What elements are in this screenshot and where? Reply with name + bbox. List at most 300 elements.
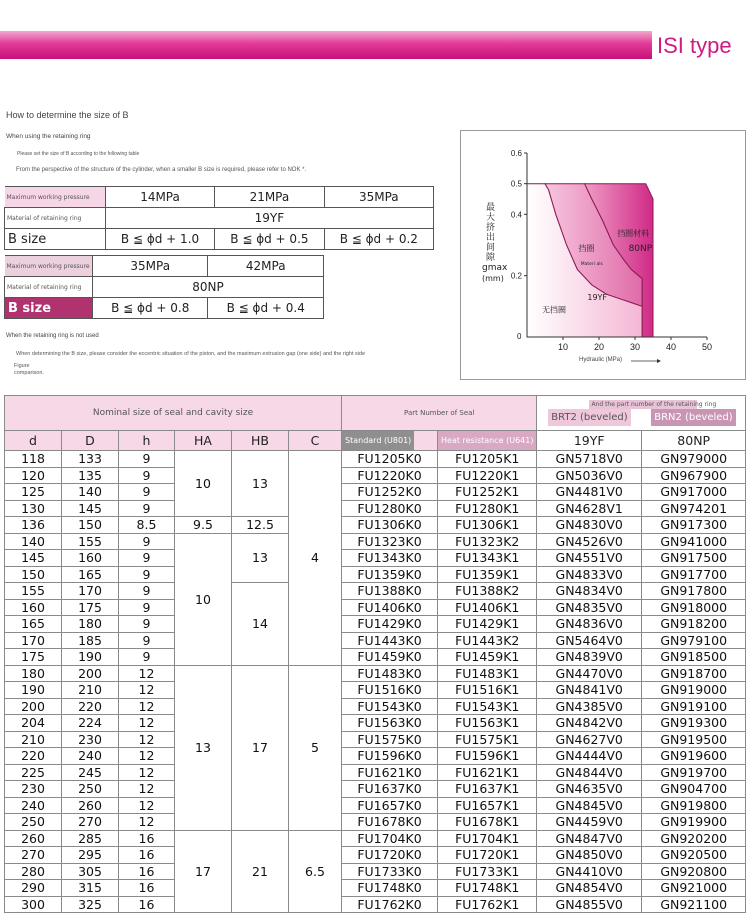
cell-heat: FU1720K1 — [438, 847, 537, 864]
cell-d: 160 — [5, 599, 62, 616]
cell-D: 160 — [62, 550, 119, 567]
cell-ha: 13 — [175, 665, 232, 830]
cell-80np: GN917000 — [641, 484, 746, 501]
cell-D: 180 — [62, 616, 119, 633]
table-row — [5, 467, 746, 484]
table-row — [5, 748, 746, 765]
cell-80np: GN967900 — [641, 467, 746, 484]
chart-svg — [461, 131, 745, 379]
cell-19yf: GN4841V0 — [537, 682, 642, 699]
cell-19yf: GN4385V0 — [537, 698, 642, 715]
cell-heat: FU1343K1 — [438, 550, 537, 567]
cell-standard: FU1306K0 — [342, 517, 438, 534]
y-axis-label-unit: (mm) — [482, 274, 504, 283]
cell-heat: FU1429K1 — [438, 616, 537, 633]
cell-heat: FU1388K2 — [438, 583, 537, 600]
cell-standard: FU1406K0 — [342, 599, 438, 616]
cell-d: 250 — [5, 814, 62, 831]
cell-h: 9 — [119, 467, 175, 484]
cell-heat: FU1323K2 — [438, 533, 537, 550]
cell-heat: FU1637K1 — [438, 781, 537, 798]
cell-heat: FU1733K1 — [438, 863, 537, 880]
cell-standard: FU1543K0 — [342, 698, 438, 715]
cell-h: 12 — [119, 814, 175, 831]
cell-standard: FU1748K0 — [342, 880, 438, 897]
cell-D: 305 — [62, 863, 119, 880]
brt2-label: BRT2 (beveled) — [548, 409, 630, 426]
cell-h: 9 — [119, 500, 175, 517]
table-row — [5, 863, 746, 880]
cell-heat: FU1621K1 — [438, 764, 537, 781]
x-tick-label: 40 — [665, 342, 677, 352]
cell-80np: GN917500 — [641, 550, 746, 567]
cell-D: 220 — [62, 698, 119, 715]
table-row — [5, 698, 746, 715]
cell-standard: FU1762K0 — [342, 896, 438, 913]
cell-80np: GN979000 — [641, 451, 746, 468]
cell-80np: GN921100 — [641, 896, 746, 913]
material-cell: 80NP — [92, 277, 323, 298]
pressure-cell: 14MPa — [105, 187, 214, 208]
cell-80np: GN919300 — [641, 715, 746, 732]
cell-d: 150 — [5, 566, 62, 583]
cell-D: 155 — [62, 533, 119, 550]
col-c-header: C — [289, 431, 342, 451]
cell-standard: FU1720K0 — [342, 847, 438, 864]
cell-80np: GN921000 — [641, 880, 746, 897]
col-D-header: D — [62, 431, 119, 451]
cell-h: 9 — [119, 451, 175, 468]
cell-80np: GN919700 — [641, 764, 746, 781]
cell-80np: GN941000 — [641, 533, 746, 550]
cell-19yf: GN4834V0 — [537, 583, 642, 600]
cell-hb: 13 — [232, 451, 289, 517]
cell-80np: GN920200 — [641, 830, 746, 847]
table-row — [5, 500, 746, 517]
x-tick-label: 20 — [593, 342, 605, 352]
table-row — [5, 484, 746, 501]
cell-19yf: GN5036V0 — [537, 467, 642, 484]
cell-d: 175 — [5, 649, 62, 666]
region-label: 挡圈 — [578, 244, 595, 254]
region-label: 无挡圈 — [542, 305, 566, 315]
table-row — [5, 533, 746, 550]
cell-standard: FU1280K0 — [342, 500, 438, 517]
col-d-header: d — [5, 431, 62, 451]
cell-heat: FU1762K1 — [438, 896, 537, 913]
cell-h: 9 — [119, 649, 175, 666]
cell-heat: FU1252K1 — [438, 484, 537, 501]
x-tick-label: 50 — [701, 342, 713, 352]
table-row — [5, 764, 746, 781]
cell-19yf: GN4481V0 — [537, 484, 642, 501]
cell-D: 200 — [62, 665, 119, 682]
extrusion-gap-chart — [460, 130, 746, 380]
cell-heat: FU1575K1 — [438, 731, 537, 748]
cell-19yf: GN5718V0 — [537, 451, 642, 468]
table-row — [5, 616, 746, 633]
cell-19yf: GN4459V0 — [537, 814, 642, 831]
cell-h: 9 — [119, 566, 175, 583]
table-row — [5, 682, 746, 699]
cell-standard: FU1637K0 — [342, 781, 438, 798]
table-row — [5, 880, 746, 897]
cell-standard: FU1563K0 — [342, 715, 438, 732]
table-row — [5, 797, 746, 814]
cell-h: 12 — [119, 698, 175, 715]
cell-D: 165 — [62, 566, 119, 583]
cell-h: 16 — [119, 863, 175, 880]
col-standard-header: Standard (U801) — [342, 431, 414, 450]
spec-table-1 — [4, 186, 434, 250]
cell-19yf: GN4830V0 — [537, 517, 642, 534]
cell-h: 12 — [119, 781, 175, 798]
cell-d: 145 — [5, 550, 62, 567]
cell-d: 200 — [5, 698, 62, 715]
ring-group-label: And the part number of the retaining ring — [591, 401, 717, 408]
cell-standard: FU1388K0 — [342, 583, 438, 600]
table-row — [5, 830, 746, 847]
cell-standard: FU1483K0 — [342, 665, 438, 682]
brn2-label: BRN2 (beveled) — [651, 409, 735, 426]
cell-h: 12 — [119, 731, 175, 748]
cell-80np: GN919100 — [641, 698, 746, 715]
cell-d: 220 — [5, 748, 62, 765]
cell-19yf: GN4470V0 — [537, 665, 642, 682]
cell-d: 180 — [5, 665, 62, 682]
cell-heat: FU1359K1 — [438, 566, 537, 583]
table-row — [5, 451, 746, 468]
bsize-cell: B ≦ ϕd + 0.4 — [208, 298, 324, 319]
cell-19yf: GN4839V0 — [537, 649, 642, 666]
cell-80np: GN904700 — [641, 781, 746, 798]
cell-19yf: GN4850V0 — [537, 847, 642, 864]
cell-80np: GN917300 — [641, 517, 746, 534]
y-axis-label-cn: 最大挤出间隙 — [486, 203, 496, 263]
cell-D: 295 — [62, 847, 119, 864]
without-ring-text: When the retaining ring is not used — [6, 333, 99, 339]
cell-h: 8.5 — [119, 517, 175, 534]
cell-hb: 13 — [232, 533, 289, 583]
cell-ha: 17 — [175, 830, 232, 913]
cell-hb: 17 — [232, 665, 289, 830]
cell-80np: GN920800 — [641, 863, 746, 880]
cell-h: 9 — [119, 550, 175, 567]
cell-h: 16 — [119, 847, 175, 864]
cell-h: 12 — [119, 764, 175, 781]
cell-heat: FU1704K1 — [438, 830, 537, 847]
table-row — [5, 781, 746, 798]
cell-standard: FU1459K0 — [342, 649, 438, 666]
cell-d: 240 — [5, 797, 62, 814]
cell-c: 4 — [289, 451, 342, 666]
with-ring-text: When using the retaining ring — [6, 133, 91, 140]
cell-d: 210 — [5, 731, 62, 748]
page-title: ISI type — [657, 33, 732, 58]
cell-h: 12 — [119, 797, 175, 814]
cell-19yf: GN4845V0 — [537, 797, 642, 814]
cell-standard: FU1205K0 — [342, 451, 438, 468]
cell-standard: FU1733K0 — [342, 863, 438, 880]
cell-c: 6.5 — [289, 830, 342, 913]
bsize-cell: B ≦ ϕd + 1.0 — [105, 229, 214, 250]
cell-d: 260 — [5, 830, 62, 847]
cell-h: 12 — [119, 665, 175, 682]
cell-standard: FU1704K0 — [342, 830, 438, 847]
cell-80np: GN918200 — [641, 616, 746, 633]
cell-d: 280 — [5, 863, 62, 880]
table-row — [5, 550, 746, 567]
cell-19yf: GN4854V0 — [537, 880, 642, 897]
cell-heat: FU1748K1 — [438, 880, 537, 897]
cell-d: 190 — [5, 682, 62, 699]
cell-standard: FU1516K0 — [342, 682, 438, 699]
cell-80np: GN979100 — [641, 632, 746, 649]
pressure-cell: 21MPa — [215, 187, 324, 208]
y-tick-label: 0.6 — [510, 149, 522, 158]
cell-heat: FU1657K1 — [438, 797, 537, 814]
y-tick-label: 0.2 — [510, 271, 522, 281]
cell-19yf: GN4627V0 — [537, 731, 642, 748]
cell-heat: FU1406K1 — [438, 599, 537, 616]
col-80np-header: 80NP — [641, 431, 746, 451]
cell-heat: FU1543K1 — [438, 698, 537, 715]
table-row — [5, 632, 746, 649]
region-label: 19YF — [587, 293, 608, 303]
cell-standard: FU1343K0 — [342, 550, 438, 567]
cell-80np: GN974201 — [641, 500, 746, 517]
cell-d: 140 — [5, 533, 62, 550]
cell-standard: FU1678K0 — [342, 814, 438, 831]
cell-standard: FU1220K0 — [342, 467, 438, 484]
bsize-cell: B ≦ ϕd + 0.8 — [92, 298, 208, 319]
cell-h: 12 — [119, 715, 175, 732]
cell-ha: 10 — [175, 451, 232, 517]
cell-D: 230 — [62, 731, 119, 748]
table-row — [5, 715, 746, 732]
note-2: From the perspective of the structure of the cylinder, when a smaller B size is required, please refer to NOK *. — [16, 167, 307, 173]
cell-hb: 14 — [232, 583, 289, 666]
table-row — [5, 665, 746, 682]
table-row — [5, 847, 746, 864]
cell-standard: FU1657K0 — [342, 797, 438, 814]
cell-D: 315 — [62, 880, 119, 897]
origin-label: 0 — [517, 332, 522, 341]
cell-standard: FU1443K0 — [342, 632, 438, 649]
cell-80np: GN920500 — [641, 847, 746, 864]
cell-D: 150 — [62, 517, 119, 534]
cell-h: 16 — [119, 880, 175, 897]
cell-d: 170 — [5, 632, 62, 649]
table-row — [5, 583, 746, 600]
cell-d: 270 — [5, 847, 62, 864]
x-tick-label: 30 — [629, 342, 641, 352]
cell-D: 210 — [62, 682, 119, 699]
col-hb-header: HB — [232, 431, 289, 451]
arrow-head-icon — [657, 359, 661, 363]
cell-D: 185 — [62, 632, 119, 649]
y-tick-label: 0.5 — [510, 179, 522, 189]
cell-hb: 21 — [232, 830, 289, 913]
cell-standard: FU1323K0 — [342, 533, 438, 550]
cell-80np: GN917700 — [641, 566, 746, 583]
cell-D: 325 — [62, 896, 119, 913]
cell-19yf: GN4526V0 — [537, 533, 642, 550]
group-ring-header — [537, 396, 746, 431]
cell-d: 155 — [5, 583, 62, 600]
cell-D: 140 — [62, 484, 119, 501]
cell-D: 135 — [62, 467, 119, 484]
cell-d: 130 — [5, 500, 62, 517]
material-cell: 19YF — [105, 208, 433, 229]
cell-standard: FU1575K0 — [342, 731, 438, 748]
cell-D: 245 — [62, 764, 119, 781]
cell-19yf: GN4855V0 — [537, 896, 642, 913]
part-number-table — [4, 395, 746, 913]
cell-19yf: GN4635V0 — [537, 781, 642, 798]
pressure-label: Maximum working pressure — [5, 187, 106, 208]
cell-d: 230 — [5, 781, 62, 798]
cell-d: 136 — [5, 517, 62, 534]
table-row — [5, 599, 746, 616]
cell-heat: FU1459K1 — [438, 649, 537, 666]
cell-19yf: GN4835V0 — [537, 599, 642, 616]
cell-D: 145 — [62, 500, 119, 517]
cell-D: 224 — [62, 715, 119, 732]
cell-h: 9 — [119, 616, 175, 633]
cell-19yf: GN4628V1 — [537, 500, 642, 517]
table-row — [5, 896, 746, 913]
pressure-cell: 35MPa — [92, 256, 208, 277]
cell-D: 250 — [62, 781, 119, 798]
group-part-header: Part Number of Seal — [342, 396, 537, 431]
cell-D: 240 — [62, 748, 119, 765]
y-axis-label-sym: gmax — [482, 263, 508, 273]
cell-D: 190 — [62, 649, 119, 666]
cell-d: 204 — [5, 715, 62, 732]
cell-heat: FU1443K2 — [438, 632, 537, 649]
cell-19yf: GN4410V0 — [537, 863, 642, 880]
cell-heat: FU1280K1 — [438, 500, 537, 517]
cell-standard: FU1429K0 — [342, 616, 438, 633]
cell-80np: GN918000 — [641, 599, 746, 616]
pressure-label: Maximum working pressure — [5, 256, 93, 277]
cell-heat: FU1563K1 — [438, 715, 537, 732]
bsize-cell: B ≦ ϕd + 0.5 — [215, 229, 324, 250]
cell-c: 5 — [289, 665, 342, 830]
note-4b: comparison. — [14, 370, 44, 376]
region-label: 挡圈材料 — [617, 228, 650, 238]
pressure-cell: 35MPa — [324, 187, 433, 208]
cell-h: 12 — [119, 682, 175, 699]
cell-h: 9 — [119, 632, 175, 649]
bsize-label: B size — [5, 298, 93, 319]
cell-standard: FU1359K0 — [342, 566, 438, 583]
x-axis-label: Hydraulic (MPa) — [579, 357, 623, 363]
region-label: Materi als — [580, 261, 603, 267]
spec-table-2 — [4, 255, 324, 319]
cell-D: 270 — [62, 814, 119, 831]
cell-d: 165 — [5, 616, 62, 633]
cell-ha: 9.5 — [175, 517, 232, 534]
x-tick-label: 10 — [557, 342, 569, 352]
col-ha-header: HA — [175, 431, 232, 451]
cell-h: 9 — [119, 599, 175, 616]
cell-80np: GN919500 — [641, 731, 746, 748]
table-row — [5, 649, 746, 666]
cell-80np: GN917800 — [641, 583, 746, 600]
bsize-label: B size — [5, 229, 106, 250]
cell-heat: FU1596K1 — [438, 748, 537, 765]
cell-heat: FU1516K1 — [438, 682, 537, 699]
cell-heat: FU1678K1 — [438, 814, 537, 831]
cell-80np: GN919600 — [641, 748, 746, 765]
bsize-cell: B ≦ ϕd + 0.2 — [324, 229, 433, 250]
cell-heat: FU1483K1 — [438, 665, 537, 682]
cell-19yf: GN5464V0 — [537, 632, 642, 649]
cell-standard: FU1252K0 — [342, 484, 438, 501]
cell-d: 225 — [5, 764, 62, 781]
intro-heading: How to determine the size of B — [6, 110, 129, 120]
cell-19yf: GN4842V0 — [537, 715, 642, 732]
cell-h: 9 — [119, 484, 175, 501]
material-label: Material of retaining ring — [5, 208, 106, 229]
cell-19yf: GN4847V0 — [537, 830, 642, 847]
material-label: Material of retaining ring — [5, 277, 93, 298]
cell-80np: GN919800 — [641, 797, 746, 814]
col-heat-header: Heat resistance (U641) — [438, 431, 536, 450]
cell-d: 118 — [5, 451, 62, 468]
cell-D: 260 — [62, 797, 119, 814]
cell-D: 285 — [62, 830, 119, 847]
cell-h: 16 — [119, 896, 175, 913]
cell-19yf: GN4836V0 — [537, 616, 642, 633]
cell-19yf: GN4551V0 — [537, 550, 642, 567]
cell-D: 133 — [62, 451, 119, 468]
cell-h: 12 — [119, 748, 175, 765]
cell-80np: GN918700 — [641, 665, 746, 682]
note-1: Please set the size of B according to the following table — [17, 151, 140, 157]
table-row — [5, 814, 746, 831]
cell-19yf: GN4844V0 — [537, 764, 642, 781]
cell-h: 16 — [119, 830, 175, 847]
header-bar — [0, 31, 652, 59]
cell-standard: FU1621K0 — [342, 764, 438, 781]
group-nominal-header: Nominal size of seal and cavity size — [5, 396, 342, 431]
note-3: When determining the B size, please consider the eccentric situation of the piston, and the maximum extrusion gap (one side) and the right side — [16, 351, 366, 357]
cell-19yf: GN4444V0 — [537, 748, 642, 765]
cell-d: 125 — [5, 484, 62, 501]
table-row — [5, 566, 746, 583]
cell-heat: FU1205K1 — [438, 451, 537, 468]
pressure-cell: 42MPa — [208, 256, 324, 277]
cell-80np: GN919900 — [641, 814, 746, 831]
cell-standard: FU1596K0 — [342, 748, 438, 765]
col-19yf-header: 19YF — [537, 431, 642, 451]
y-tick-label: 0.4 — [510, 210, 522, 220]
cell-d: 120 — [5, 467, 62, 484]
cell-h: 9 — [119, 583, 175, 600]
region-label: 80NP — [628, 244, 653, 255]
cell-D: 175 — [62, 599, 119, 616]
cell-hb: 12.5 — [232, 517, 289, 534]
table-row — [5, 517, 746, 534]
cell-ha: 10 — [175, 533, 232, 665]
cell-heat: FU1220K1 — [438, 467, 537, 484]
note-4a: Figure — [14, 363, 30, 369]
cell-d: 300 — [5, 896, 62, 913]
cell-D: 170 — [62, 583, 119, 600]
